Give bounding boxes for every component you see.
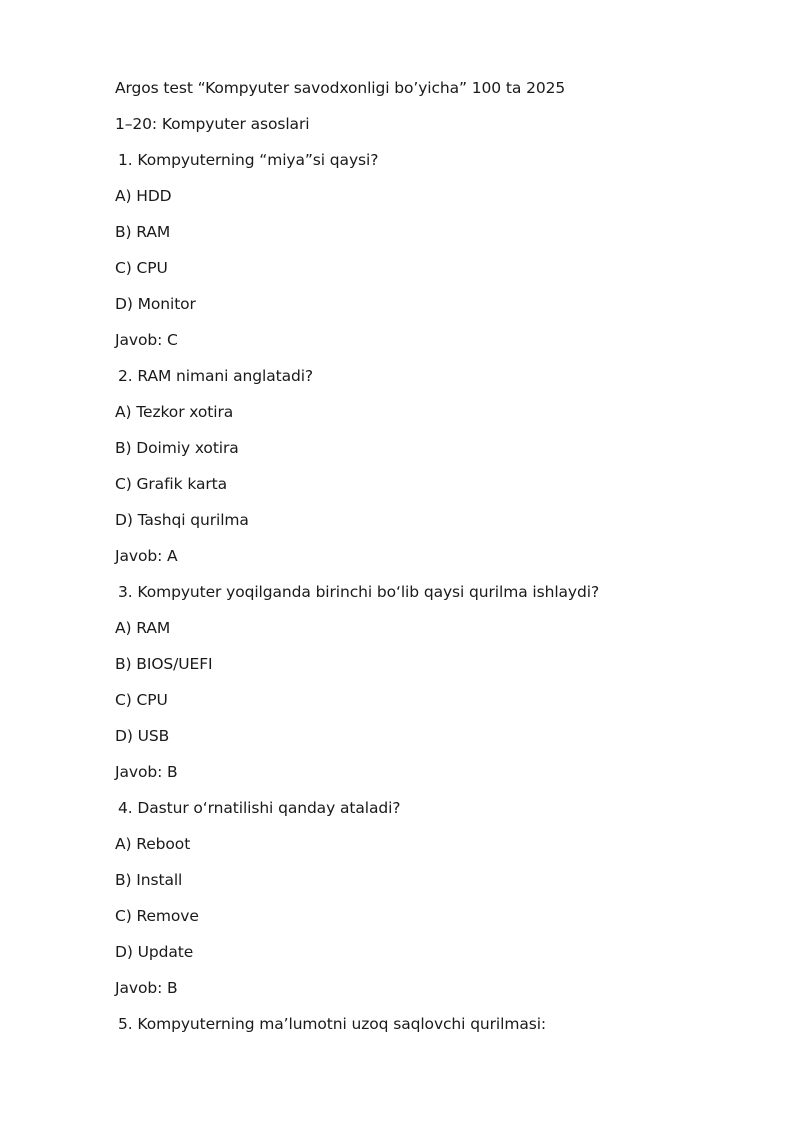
answer-option: C) CPU <box>115 259 168 277</box>
answer-option: A) Tezkor xotira <box>115 403 234 421</box>
answer-option: A) HDD <box>115 187 172 205</box>
answer-option: A) RAM <box>115 619 171 637</box>
correct-answer: Javob: C <box>115 331 178 349</box>
question-text: 2. RAM nimani anglatadi? <box>118 367 314 385</box>
answer-option: C) CPU <box>115 691 168 709</box>
answer-option: C) Remove <box>115 907 199 925</box>
question-text: 5. Kompyuterning ma’lumotni uzoq saqlovchi qurilmasi: <box>118 1015 547 1033</box>
answer-option: B) Install <box>115 871 183 889</box>
question-text: 3. Kompyuter yoqilganda birinchi bo‘lib qaysi qurilma ishlaydi? <box>118 583 600 601</box>
answer-option: D) Tashqi qurilma <box>115 511 249 529</box>
answer-option: D) Update <box>115 943 194 961</box>
correct-answer: Javob: B <box>115 763 178 781</box>
answer-option: A) Reboot <box>115 835 191 853</box>
correct-answer: Javob: A <box>115 547 178 565</box>
answer-option: B) Doimiy xotira <box>115 439 239 457</box>
document-title: Argos test “Kompyuter savodxonligi bo’yicha” 100 ta 2025 <box>115 79 566 97</box>
answer-option: C) Grafik karta <box>115 475 227 493</box>
question-text: 1. Kompyuterning “miya”si qaysi? <box>118 151 379 169</box>
answer-option: B) RAM <box>115 223 171 241</box>
answer-option: D) Monitor <box>115 295 196 313</box>
section-heading: 1–20: Kompyuter asoslari <box>115 115 310 133</box>
correct-answer: Javob: B <box>115 979 178 997</box>
question-text: 4. Dastur o‘rnatilishi qanday ataladi? <box>118 799 401 817</box>
answer-option: D) USB <box>115 727 170 745</box>
document-body <box>115 78 755 1050</box>
answer-option: B) BIOS/UEFI <box>115 655 213 673</box>
